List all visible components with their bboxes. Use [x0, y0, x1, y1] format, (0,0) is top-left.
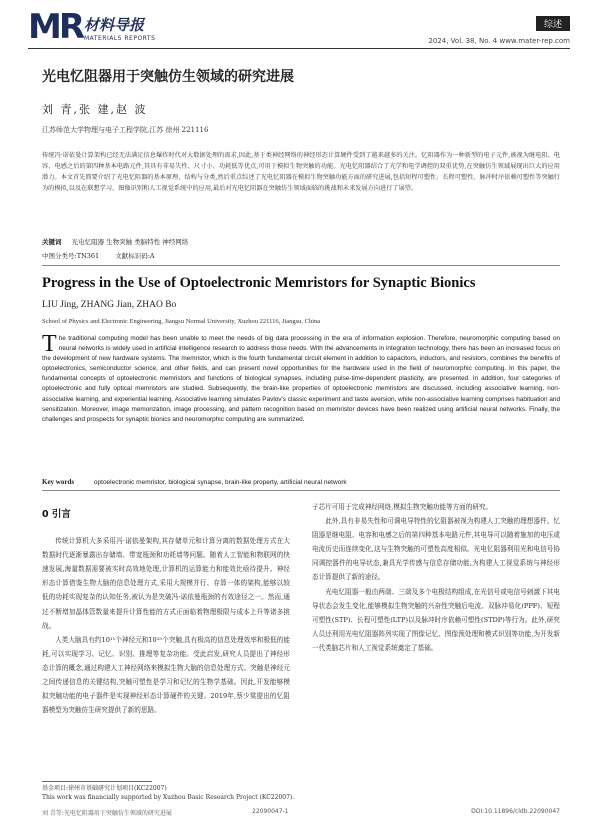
document-code: 文献标识码:A: [115, 252, 155, 260]
footnote-funding-en: This work was financially supported by Xuzhou Basic Research Project (KC22007).: [42, 794, 295, 801]
journal-name-en: MATERIALS REPORTS: [84, 35, 156, 42]
body-paragraph: 人类大脑具有约10¹¹个神经元和10¹⁵个突触,具有极高的信息处理效率和极低的能耗,可以实现学习、记忆、识别、推理等复杂功能。受此启发,研究人员提出了神经形态计算的概念,通过构建人工神经网络来模拟生物大脑的信息处理方式。突触是神经元之间传递信息的关键结构,突触可塑性是学习和记忆的生物学基础。因此,开发能够模拟突触功能的电子器件是实现神经形态计算硬件的关键。2019年,蔡少棠提出的忆阻器模型为突触仿生研究提供了新的思路。: [42, 635, 290, 715]
en-keywords-label: Key words: [42, 478, 75, 486]
cn-en-divider: [42, 265, 560, 266]
header-divider: [28, 48, 570, 49]
footnote: [42, 784, 294, 802]
en-authors: LIU Jing, ZHANG Jian, ZHAO Bo: [42, 300, 177, 310]
cn-keywords: [42, 237, 188, 246]
cn-classification: [42, 251, 169, 260]
abstract-dropcap: T: [42, 331, 57, 357]
abstract-body-divider: [42, 490, 560, 491]
issue-info: 2024, Vol. 38, No. 4 www.mater-rep.com: [428, 37, 570, 45]
footer-running-title: 刘 青等:光电忆阻器用于突触仿生领域的研究进展: [42, 810, 172, 817]
body-paragraph: 此外,具有非易失性和可调电导特性的忆阻器被视为构建人工突触的理想器件。忆阻器是继电阻、电容和电感之后的第四种基本电路元件,其电导可以随着施加的电压或电流历史而连续变化,这与生物突触的可塑性高度相似。光电忆阻器利用光和电信号协同调控器件的电导状态,兼具光学传感与信息存储功能,为构建人工视觉系统与神经形态计算提供了新的途径。: [312, 517, 560, 582]
en-keywords: [42, 478, 347, 486]
cn-affiliation: 江苏师范大学物理与电子工程学院,江苏 徐州 221116: [42, 126, 209, 134]
body-column-right: [312, 500, 560, 655]
en-abstract: [42, 331, 560, 425]
en-affiliation: School of Physics and Electronic Engineering, Jiangsu Normal University, Xuzhou 221116, Jiangsu, China: [42, 318, 321, 325]
body-paragraph: 子芯片可用于完成神经网络,模拟生物突触功能等方面的研究。: [312, 503, 493, 511]
cn-keywords-label: 关键词: [42, 238, 62, 246]
footer-page-id: 22090047-1: [252, 808, 289, 815]
cn-abstract: 传统冯·诺依曼计算架构已经无法满足信息爆炸时代对大数据处理的需求,因此,基于类神经网络的神经形态计算硬件受到了越来越多的关注。忆阻器作为一种新型的电子元件,被视为继电阻、电容、电感之后的第四种基本电路元件,其具有非易失性、尺寸小、功耗低等优点,可用于模拟生物突触的功能。光电忆阻器结合了光学和电学调控的双重优势,在突触仿生领域展现出巨大的应用潜力。本文首先简要介绍了光电忆阻器的基本原理、结构与分类,然后重点综述了光电忆阻器在模拟生物突触功能方面的研究进展,包括短程可塑性、长程可塑性、脉冲时序依赖可塑性等突触行为的模拟,以及在联想学习、图像识别和人工视觉系统中的应用,最后对光电忆阻器在突触仿生领域面临的挑战和未来发展方向进行了展望。: [42, 152, 560, 192]
body-paragraph: 光电忆阻器一般由两端、三端及多个电极结构组成,在光信号或电信号刺激下其电导状态会发生变化,能够模拟生物突触的兴奋性突触后电流、双脉冲易化(PPF)、短程可塑性(STP)、长程可塑性(LTP)以及脉冲时序依赖可塑性(STDP)等行为。此外,研究人员还利用光电忆阻器阵列实现了图像记忆、图像预处理和模式识别等功能,为开发新一代类脑芯片和人工视觉系统奠定了基础。: [312, 587, 560, 652]
clc-number: 中图分类号:TN361: [42, 252, 100, 260]
body-column-left: [42, 500, 290, 717]
cn-keywords-text: 光电忆阻器 生物突触 类脑特性 神经网络: [71, 238, 189, 246]
footer-doi: DOI:10.11896/cldb.22090047: [471, 808, 560, 815]
logo-mark: MR: [28, 7, 83, 47]
body-paragraph: 传统计算机大多采用冯·诺依曼架构,其存储单元和计算分离的数据处理方式在大数据时代逐渐暴露出存储墙、带宽瓶颈和功耗墙等问题。随着人工智能和物联网的快速发展,海量数据需要被实时高效地处理,计算机的运算能力和能效比亟待提升。神经形态计算借鉴生物大脑的信息处理方式,采用大规模并行、存算一体的架构,能够以较低的功耗实现复杂的认知任务,被认为是突破冯·诺依曼瓶颈的有效途径之一。然而,通过不断增加晶体管数量来提升计算性能的方式正面临着物理极限与成本上升等诸多挑战。: [42, 537, 290, 630]
journal-logo: [28, 8, 188, 48]
cn-authors: 刘 青,张 建,赵 波: [42, 103, 148, 116]
en-keywords-text: optoelectronic memristor, biological synapse, brain-like property, artificial neural network: [93, 479, 347, 486]
section-tag: 综述: [536, 16, 570, 31]
en-title: Progress in the Use of Optoelectronic Memristors for Synaptic Bionics: [42, 275, 476, 291]
cn-title: 光电忆阻器用于突触仿生领域的研究进展: [42, 69, 294, 85]
journal-name-cn: 材料导报: [84, 16, 145, 34]
footnote-funding-cn: 基金项目:徐州市基础研究计划项目(KC22007): [42, 785, 167, 792]
footnote-divider: [42, 781, 152, 782]
section-heading: 0 引言: [42, 509, 71, 520]
en-abstract-text: he traditional computing model has been unable to meet the needs of big data processing in the era of information explosion. Therefore, neuromorphic computing based on neural networks is widely used in artificial intelligence research to address those needs. With the advancements in integration technology, there has been an increased focus on the development of new hardware systems. The memristor, which is the fourth fundamental circuit element in addition to capacitors, inductors, and resistors, combines the benefits of optoelectronics, semiconductor science, and other fields, and can present novel opportunities for the hardware used in the field of neuromorphic computing. In this paper, the fundamental concepts of optoelectronic memristors and functions of biological synapses, including pulse-time-dependent plasticity, are presented. In addition, four categories of optoelectronic and fully optical memristors are studied. Subsequently, the brain-like properties of optoelectronic memristors are discussed, including associative learning, non-associative learning, and experiential learning. Associative learning simulates Pavlov's classic experiment and taste aversion, while non-associative learning comprises habituation and sensitization. Moreover, image memorization, image processing, and pattern recognition based on memristor devices have been realized using artificial neural networks. Finally, the challenges and prospects for synaptic bionics and neuromorphic computing are summarized.: [42, 335, 560, 423]
